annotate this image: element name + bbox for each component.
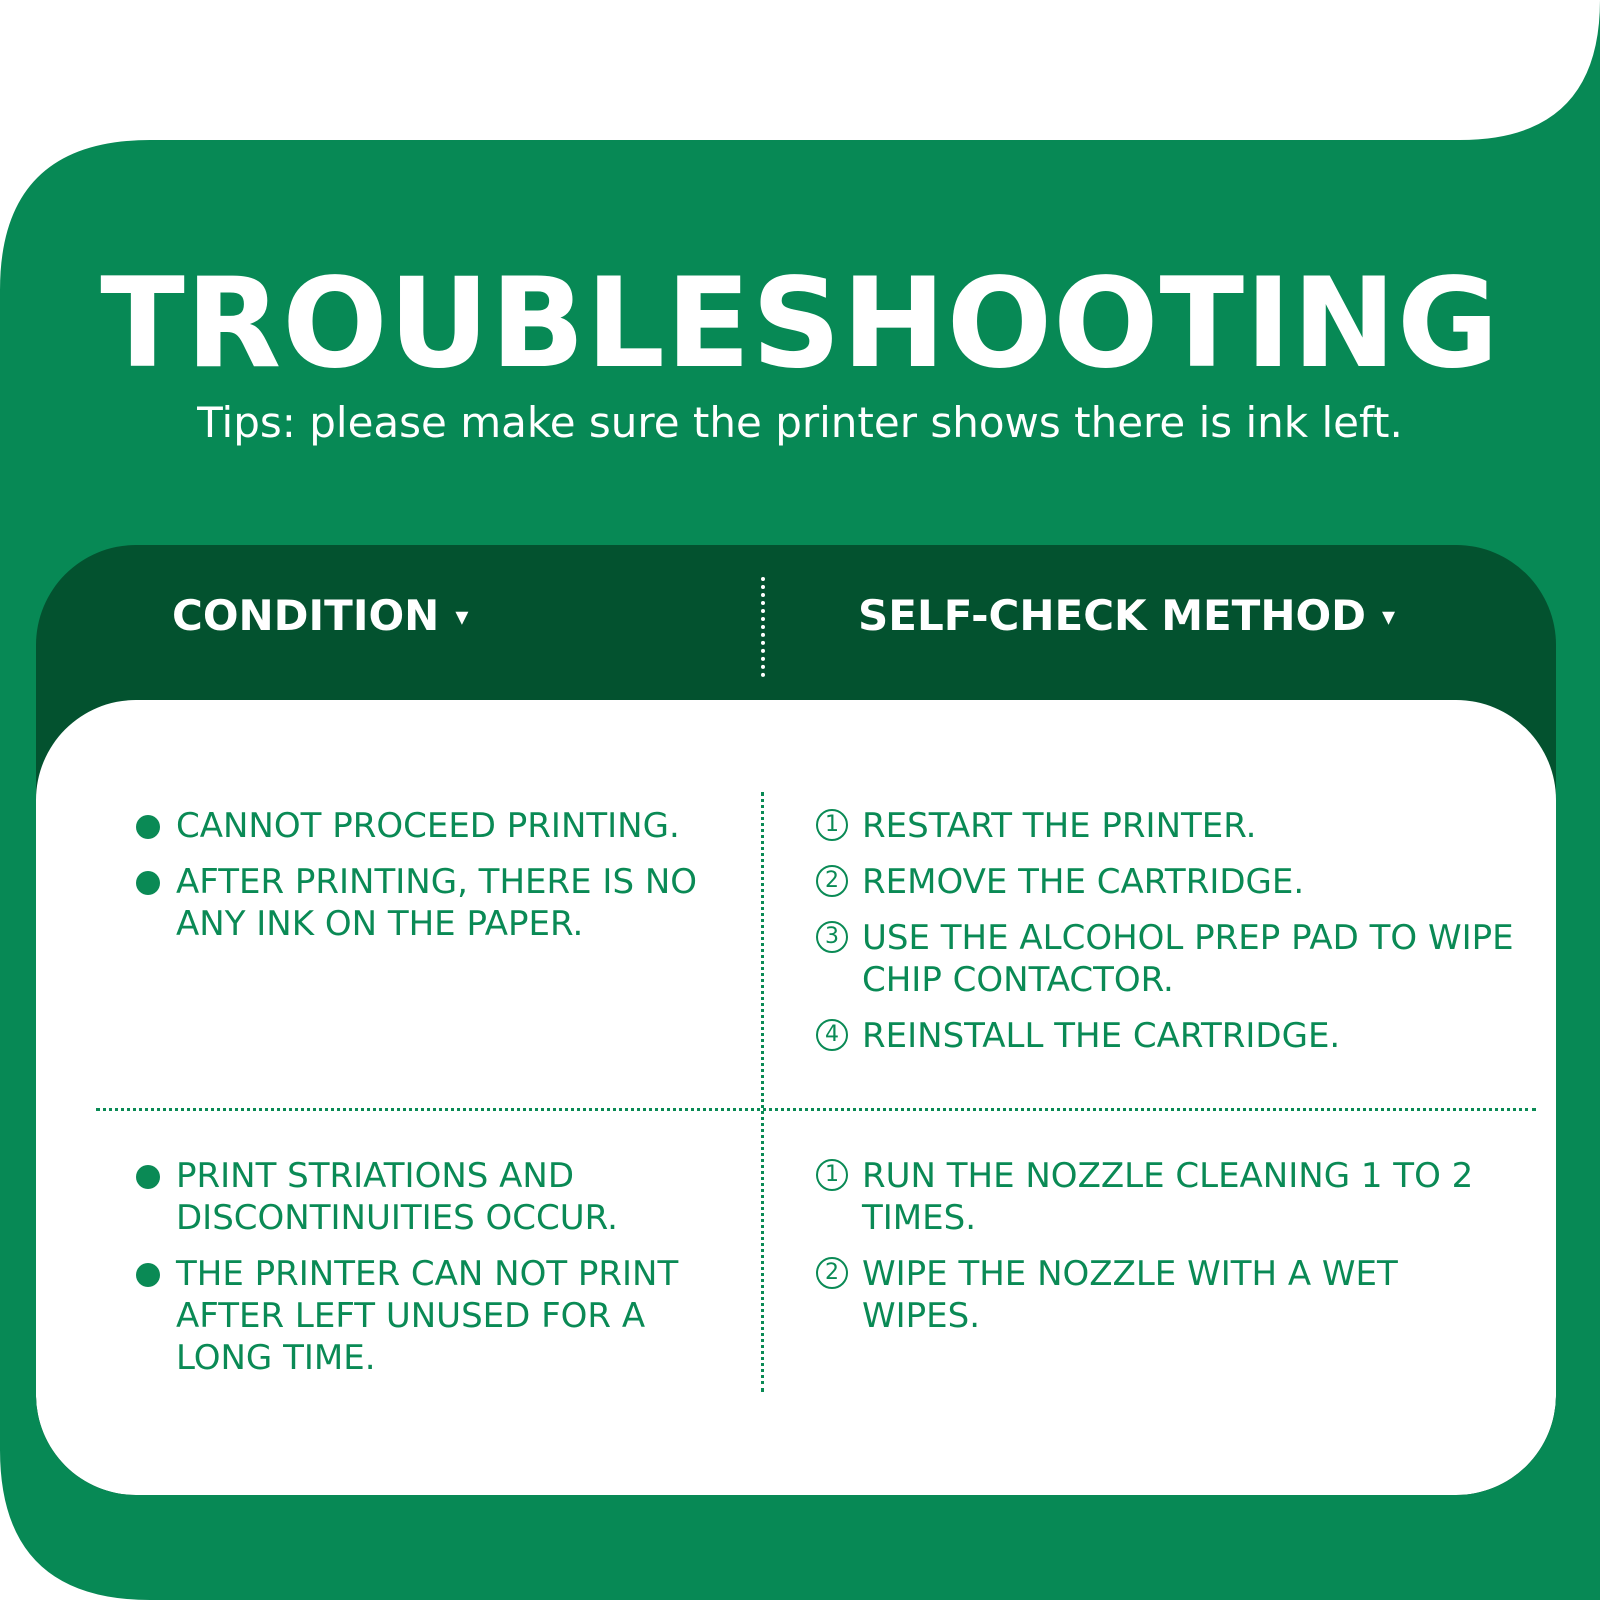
step-item: 2 WIPE THE NOZZLE WITH A WET WIPES. [816, 1253, 1516, 1337]
table-body [36, 700, 1556, 1495]
step-number-circle-icon: 3 [816, 921, 848, 953]
column-divider [761, 792, 764, 1392]
troubleshooting-table [36, 545, 1556, 1495]
header-divider [761, 577, 765, 677]
condition-header-label: CONDITION [172, 591, 440, 640]
step-item: 1 RUN THE NOZZLE CLEANING 1 TO 2 TIMES. [816, 1155, 1516, 1239]
triangle-down-icon: ▾ [455, 602, 469, 632]
page-title: TROUBLESHOOTING [100, 252, 1500, 396]
bullet-dot-icon [136, 1263, 160, 1287]
row2-conditions [136, 1155, 736, 1393]
condition-item: THE PRINTER CAN NOT PRINT AFTER LEFT UNUSED FOR A LONG TIME. [136, 1253, 736, 1379]
method-header [858, 591, 1396, 640]
step-number-circle-icon: 1 [816, 1159, 848, 1191]
condition-item: AFTER PRINTING, THERE IS NO ANY INK ON THE PAPER. [136, 861, 736, 945]
tips-subtitle: Tips: please make sure the printer shows there is ink left. [197, 398, 1403, 447]
step-item: 3 USE THE ALCOHOL PREP PAD TO WIPE CHIP CONTACTOR. [816, 917, 1516, 1001]
bullet-dot-icon [136, 815, 160, 839]
step-item: 2 REMOVE THE CARTRIDGE. [816, 861, 1516, 903]
row1-steps [816, 805, 1516, 1071]
step-item: 4 REINSTALL THE CARTRIDGE. [816, 1015, 1516, 1057]
step-number-circle-icon: 1 [816, 809, 848, 841]
row-divider [96, 1108, 1536, 1111]
bullet-dot-icon [136, 871, 160, 895]
condition-header [172, 591, 469, 640]
step-number-circle-icon: 2 [816, 1257, 848, 1289]
row1-conditions [136, 805, 736, 959]
triangle-down-icon: ▾ [1382, 602, 1396, 632]
condition-item: PRINT STRIATIONS AND DISCONTINUITIES OCCUR. [136, 1155, 736, 1239]
method-header-label: SELF-CHECK METHOD [858, 591, 1367, 640]
row2-steps [816, 1155, 1516, 1351]
bullet-dot-icon [136, 1165, 160, 1189]
step-item: 1 RESTART THE PRINTER. [816, 805, 1516, 847]
step-number-circle-icon: 2 [816, 865, 848, 897]
step-number-circle-icon: 4 [816, 1019, 848, 1051]
condition-item: CANNOT PROCEED PRINTING. [136, 805, 736, 847]
